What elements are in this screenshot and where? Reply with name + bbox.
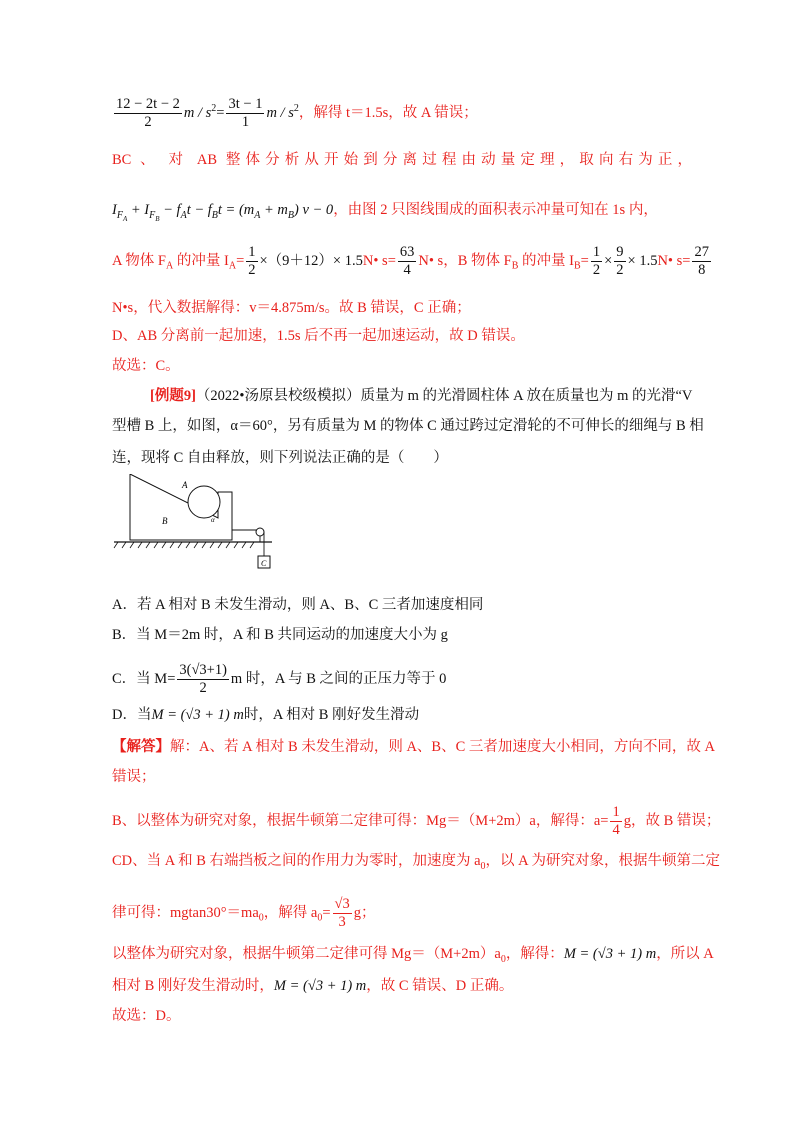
fraction: $\frac{63}{4}$ — [399, 244, 415, 278]
answer-tag: 【解答】 — [112, 739, 170, 755]
answer-line-7: 相对 B 刚好发生滑动时，M = (√3 + 1) m，故 C 错误、D 正确。 — [112, 978, 514, 994]
answer-line-1: 【解答】解：A、若 A 相对 B 未发生滑动，则 A、B、C 三者加速度大小相同，方向不同，故 A — [112, 739, 715, 755]
solution-line-2: BC 、 对 AB 整体分析从开始到分离过程由动量定理，取向右为正， — [112, 152, 692, 168]
option-a: A．若 A 相对 B 未发生滑动，则 A、B、C 三者加速度相同 — [112, 597, 484, 613]
fraction: $\frac{√3}{3}$ — [334, 896, 350, 930]
option-c: C．当 M= $\frac{3(√3+1)}{2}$ m 时，A 与 B 之间的正压力等于 0 — [112, 662, 447, 696]
example-stem-line-2: 型槽 B 上，如图，α＝60°，另有质量为 M 的物体 C 通过跨过定滑轮的不可伸长的细绳与 B 相 — [112, 418, 704, 434]
fraction: $\frac{1}{4}$ — [612, 804, 620, 838]
fraction: $\frac{27}{8}$ — [694, 244, 709, 278]
example-stem-line-1: [例题9]（2022•汤原县校级模拟）质量为 m 的光滑圆柱体 A 放在质量也为 m 的光滑“V — [150, 388, 693, 404]
example-tag: [例题9] — [150, 388, 196, 404]
fraction: $\frac{1}{2}$ — [592, 244, 601, 278]
pulley — [256, 528, 264, 536]
fraction: $\frac{3(√3+1)}{2}$ — [179, 662, 227, 696]
solution-line-7: 故选：C。 — [112, 358, 180, 374]
solution-line-5: N•s，代入数据解得：v＝4.875m/s。故 B 错误，C 正确； — [112, 300, 471, 316]
solution-line-4: A 物体 $F_A$ 的冲量 $I_A=$ $\frac{1}{2}$ ×（9＋12）× 1.5N• s= $\frac{63}{4}$ N• s，B 物体 $F_B$ 的冲量 $I_B=$ $\frac{1}{2}$ × $\frac{9}{2}$ × 1.5N• s= $\frac{27}{8}$ — [112, 244, 709, 278]
fraction: $\frac{3t - 1}{1}$ — [228, 96, 263, 130]
solution-line-6: D、AB 分离前一起加速，1.5s 后不再一起加速运动，故 D 错误。 — [112, 328, 525, 344]
cylinder-a — [188, 486, 220, 518]
answer-line-4: CD、当 A 和 B 右端挡板之间的作用力为零时，加速度为 $a_0$，以 A 为研究对象，根据牛顿第二定 — [112, 853, 720, 872]
label-alpha: α — [211, 516, 215, 524]
physics-diagram — [112, 474, 292, 574]
answer-line-8: 故选：D。 — [112, 1008, 181, 1024]
option-b: B．当 M＝2m 时，A 和 B 共同运动的加速度大小为 g — [112, 627, 448, 643]
solution-line-3: $I_{F_A} + I_{F_B} - f_At - f_Bt = (m_A + m_B) v - 0$，由图 2 只图线围成的面积表示冲量可知在 1s 内， — [112, 202, 658, 223]
label-a: A — [182, 480, 188, 490]
answer-line-2: 错误； — [112, 769, 156, 785]
option-d: D．当M = (√3 + 1) m时，A 相对 B 刚好发生滑动 — [112, 707, 420, 723]
label-b: B — [162, 516, 168, 526]
fraction: $\frac{12 - 2t - 2}{2}$ — [116, 96, 180, 130]
fraction: $\frac{9}{2}$ — [616, 244, 624, 278]
example-stem-line-3: 连，现将 C 自由释放，则下列说法正确的是（ ） — [112, 450, 448, 466]
answer-line-6: 以整体为研究对象，根据牛顿第二定律可得 $Mg=(M+2m)a_0$，解得：M = (√3 + 1) m，所以 A — [112, 946, 714, 965]
answer-line-5: 律可得：$mgtan30^\circ=ma_0$，解得 $a_0=$ $\frac{√3}{3}$ g； — [112, 896, 376, 930]
answer-line-3: B、以整体为研究对象，根据牛顿第二定律可得：Mg＝（M+2m）a，解得：a= $\frac{1}{4}$ g，故 B 错误； — [112, 804, 721, 838]
solution-line-1: $\frac{12 - 2t - 2}{2}$ $m / s^2=$ $\frac{3t - 1}{1}$ m / $s^2$，解得 t＝1.5s，故 A 错误； — [116, 96, 478, 130]
label-c: C — [261, 559, 267, 568]
momentum-equation: $I_{F_A} + I_{F_B} - f_At - f_Bt = (m_A + m_B) v - 0$ — [112, 202, 334, 223]
fraction: $\frac{1}{2}$ — [248, 244, 256, 278]
